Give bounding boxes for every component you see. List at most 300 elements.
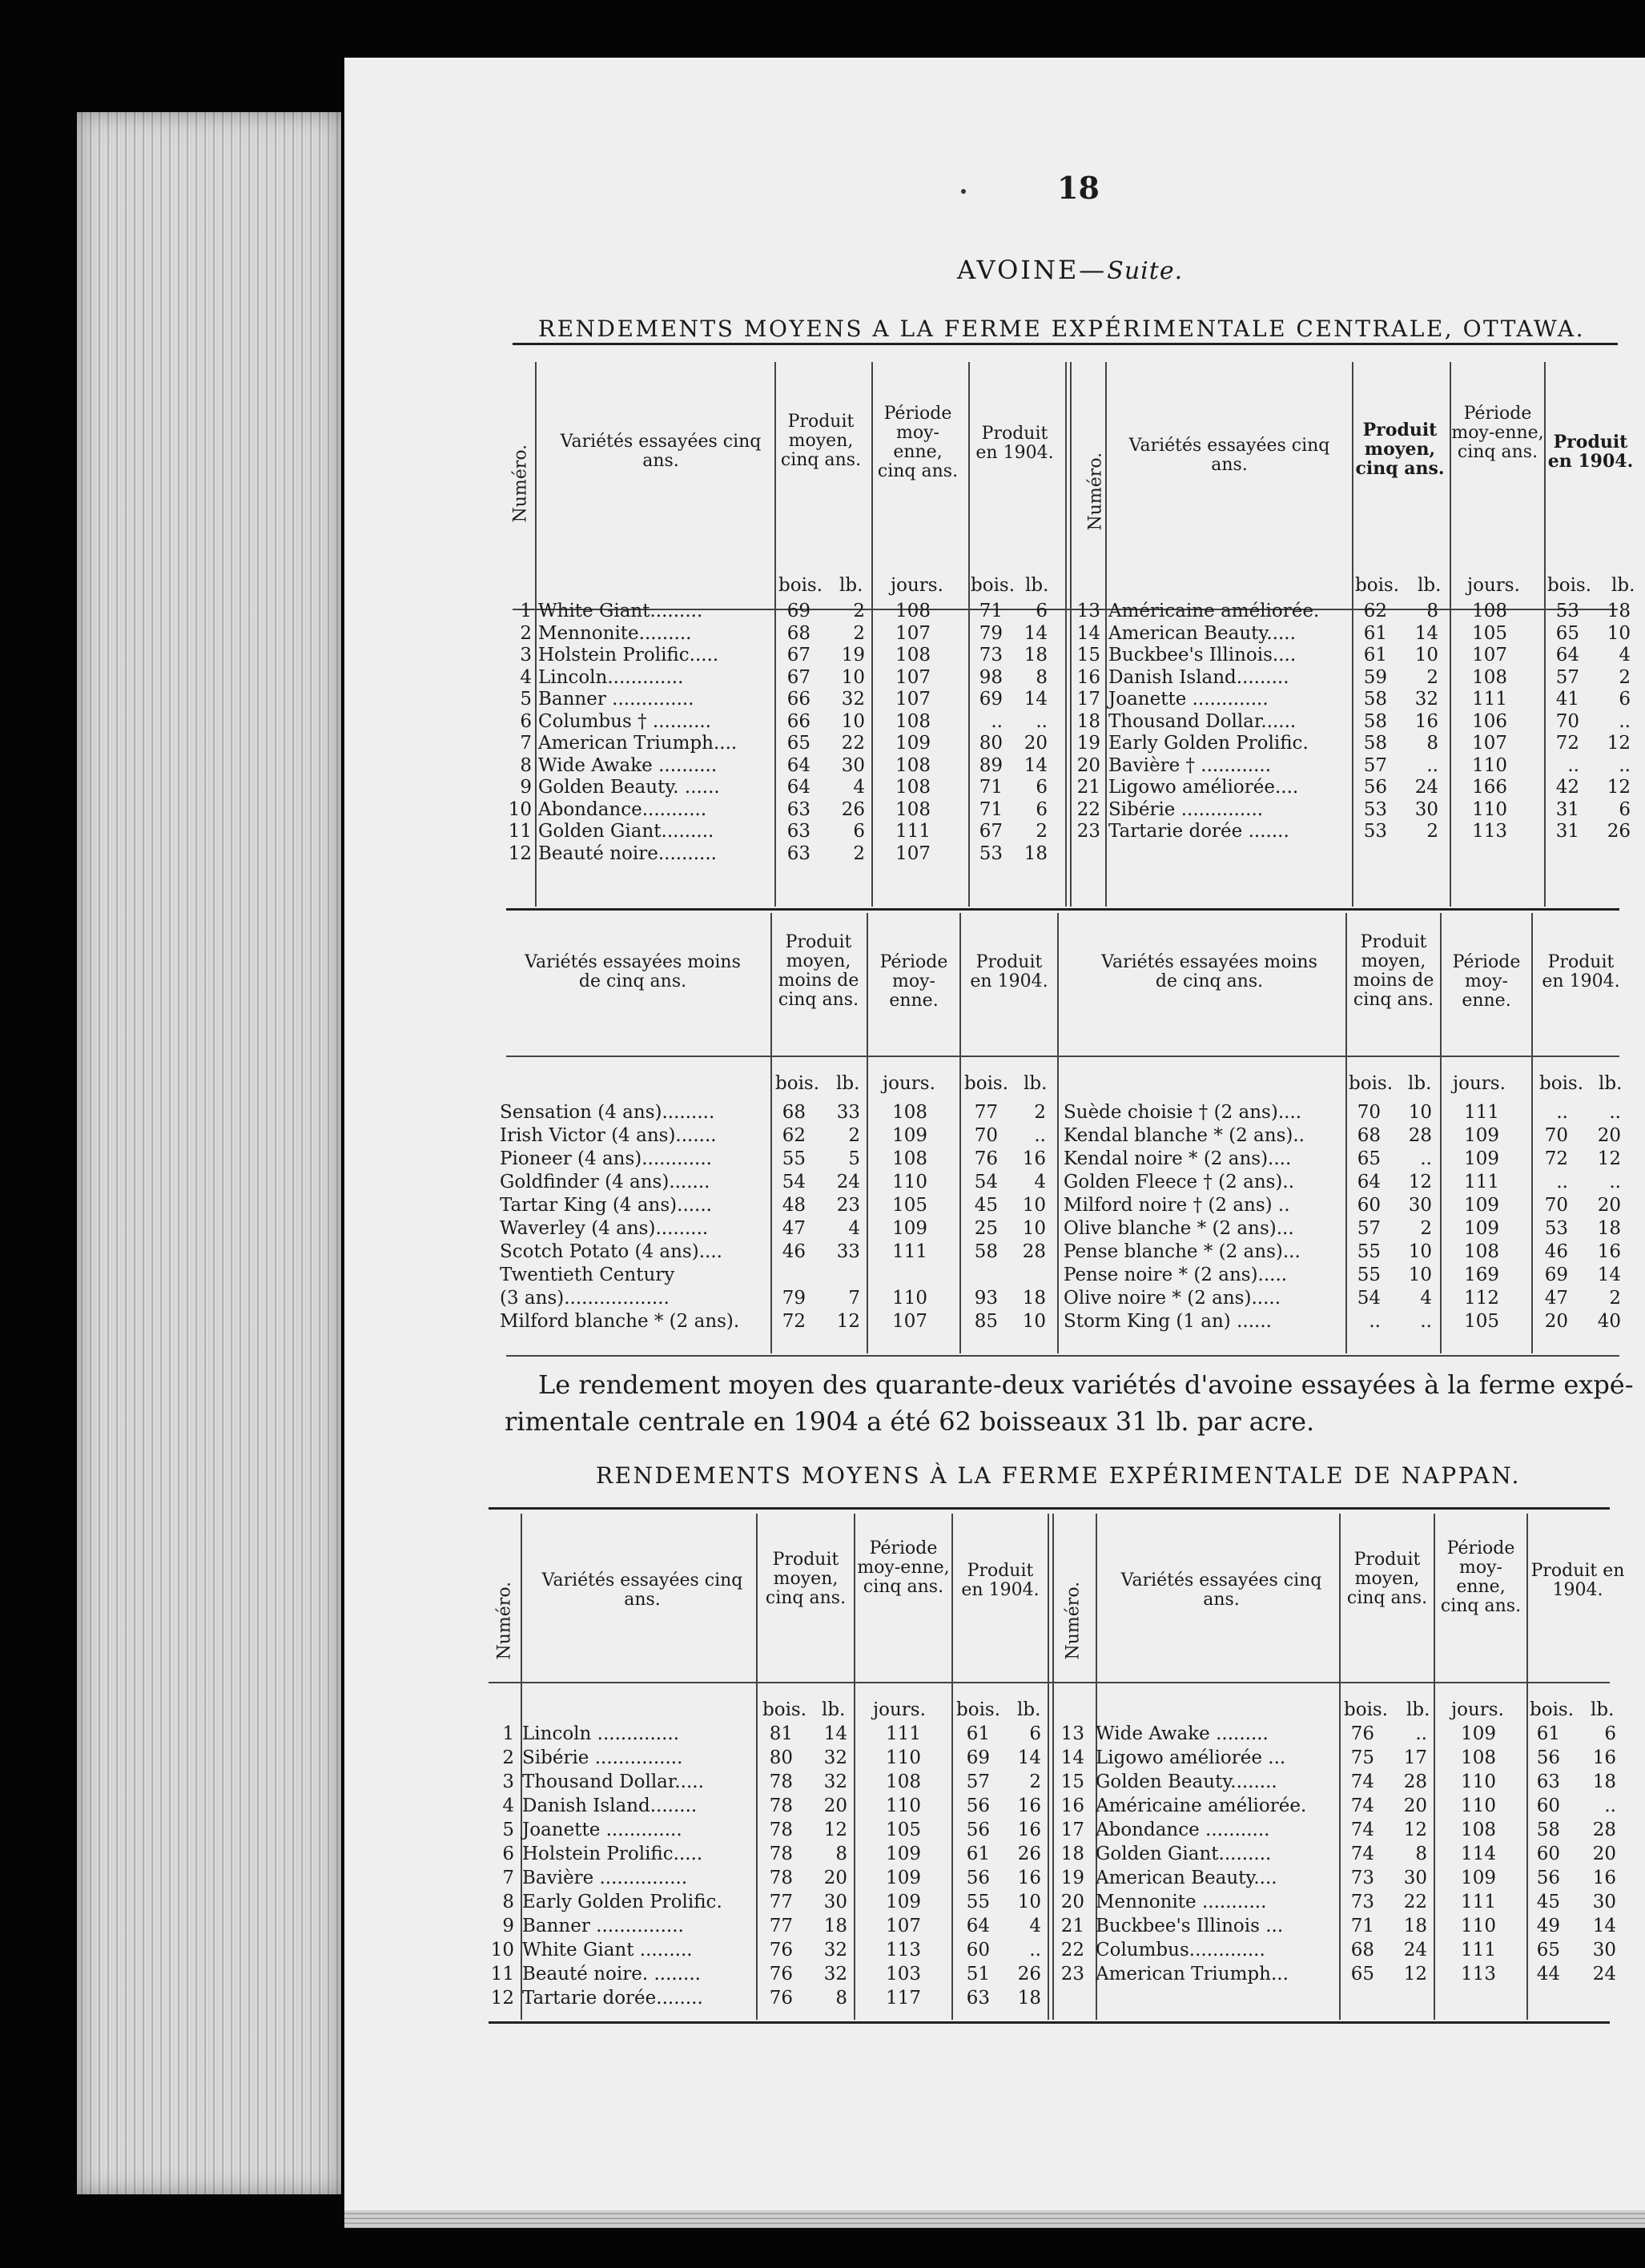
col-rule xyxy=(1339,1514,1341,2020)
row-number: 12 xyxy=(508,842,532,864)
yield-pounds: 10 xyxy=(1408,1265,1432,1285)
yield-1904-bushels: 31 xyxy=(1555,798,1579,820)
variety-name: Golden Giant......... xyxy=(1096,1844,1272,1864)
unit-bois: bois. xyxy=(1349,1073,1394,1094)
yield-1904-bushels: 93 xyxy=(974,1288,998,1309)
period-days: 109 xyxy=(1464,1218,1499,1239)
yield-1904-pounds: 2 xyxy=(1034,1102,1046,1123)
row-number: 22 xyxy=(1060,1940,1084,1960)
unit-lb: lb. xyxy=(1599,1073,1623,1094)
yield-1904-bushels: 61 xyxy=(966,1723,990,1744)
yield-pounds: 2 xyxy=(1426,821,1438,842)
yield-bushels: 67 xyxy=(786,645,810,666)
period-days: 107 xyxy=(892,1311,927,1332)
variety-name: Pense noire * (2 ans)..... xyxy=(1064,1265,1288,1285)
yield-1904-bushels: 25 xyxy=(974,1218,998,1239)
yield-1904-bushels: 67 xyxy=(979,821,1003,842)
period-days: 107 xyxy=(886,1916,921,1936)
yield-pounds: 30 xyxy=(841,754,865,776)
row-number: 10 xyxy=(490,1940,514,1960)
period-days: 110 xyxy=(1461,1796,1496,1816)
variety-name: Olive blanche * (2 ans)... xyxy=(1064,1218,1294,1239)
yield-1904-pounds: 6 xyxy=(1619,798,1631,820)
period-days: 108 xyxy=(895,710,931,732)
variety-name: Abondance........... xyxy=(538,798,707,820)
yield-1904-bushels: 71 xyxy=(979,777,1003,798)
period-days: 109 xyxy=(886,1892,921,1912)
variety-name: American Beauty..... xyxy=(1108,622,1296,644)
variety-name: Sibérie .............. xyxy=(1108,798,1264,820)
variety-name: Tartar King (4 ans)...... xyxy=(500,1195,712,1216)
yield-bushels: 76 xyxy=(769,1988,793,2009)
period-days: 111 xyxy=(1464,1102,1499,1123)
yield-bushels: 74 xyxy=(1350,1796,1374,1816)
yield-1904-bushels: .. xyxy=(1556,1172,1568,1192)
unit-bois: bois. xyxy=(1547,575,1592,596)
header-numero: Numéro. xyxy=(1085,452,1106,531)
period-days: 108 xyxy=(892,1148,927,1169)
yield-1904-pounds: 10 xyxy=(1022,1218,1046,1239)
row-number: 13 xyxy=(1076,601,1100,621)
row-number: 14 xyxy=(1060,1747,1084,1768)
yield-1904-bushels: 71 xyxy=(979,798,1003,820)
yield-1904-bushels: 60 xyxy=(1536,1796,1560,1816)
yield-1904-bushels: 98 xyxy=(979,666,1003,688)
yield-1904-pounds: 14 xyxy=(1597,1265,1621,1285)
unit-lb: lb. xyxy=(1408,1073,1432,1094)
yield-bushels: 76 xyxy=(1350,1723,1374,1744)
yield-bushels: 63 xyxy=(786,821,810,842)
header-produit-1904: Produit en 1904. xyxy=(975,424,1054,463)
yield-pounds: 20 xyxy=(823,1796,847,1816)
yield-pounds: 12 xyxy=(1403,1964,1427,1984)
row-number: 23 xyxy=(1076,821,1100,842)
yield-1904-bushels: 53 xyxy=(979,842,1003,864)
variety-name: Américaine améliorée. xyxy=(1108,601,1320,621)
yield-1904-pounds: 20 xyxy=(1597,1125,1621,1146)
variety-name: Golden Fleece † (2 ans).. xyxy=(1064,1172,1295,1192)
yield-bushels: 69 xyxy=(786,601,810,621)
row-number: 15 xyxy=(1076,645,1100,666)
yield-bushels: 62 xyxy=(782,1125,806,1146)
period-days: 103 xyxy=(886,1964,921,1984)
header-produit-moyen-moins: Produit moyen, moins de cinq ans. xyxy=(1353,932,1434,1010)
yield-1904-bushels: 53 xyxy=(1544,1218,1568,1239)
yield-1904-pounds: 18 xyxy=(1017,1988,1041,2009)
variety-name: Banner .............. xyxy=(538,689,694,710)
row-number: 18 xyxy=(1060,1844,1084,1864)
header-varietes: Variétés essayées cinq ans. xyxy=(1128,436,1330,475)
row-number: 5 xyxy=(520,689,532,710)
yield-bushels: 71 xyxy=(1350,1916,1374,1936)
yield-1904-bushels: 46 xyxy=(1544,1241,1568,1262)
unit-jours: jours. xyxy=(1467,575,1520,596)
header-varietes: Variétés essayées cinq ans. xyxy=(1120,1570,1322,1610)
period-days: 108 xyxy=(886,1771,921,1792)
yield-1904-pounds: 10 xyxy=(1022,1311,1046,1332)
yield-1904-bushels: 80 xyxy=(979,733,1003,754)
yield-bushels: 78 xyxy=(769,1796,793,1816)
header-periode: Période moy-enne, cinq ans. xyxy=(1440,1538,1522,1616)
yield-pounds: 30 xyxy=(1403,1868,1427,1888)
row-number: 7 xyxy=(520,733,532,754)
col-rule xyxy=(1048,1514,1049,2020)
period-days: 108 xyxy=(892,1102,927,1123)
yield-pounds: 22 xyxy=(841,733,865,754)
col-rule xyxy=(1065,362,1067,907)
yield-1904-pounds: 18 xyxy=(1024,645,1048,666)
yield-bushels: 54 xyxy=(1357,1288,1381,1309)
yield-pounds: 8 xyxy=(1426,601,1438,621)
unit-lb: lb. xyxy=(839,575,863,596)
header-periode: Période moy-enne, cinq ans. xyxy=(877,404,959,481)
variety-name: Irish Victor (4 ans)....... xyxy=(500,1125,717,1146)
yield-1904-pounds: .. xyxy=(1609,1172,1621,1192)
yield-bushels: 67 xyxy=(786,666,810,688)
period-days: 109 xyxy=(1464,1148,1499,1169)
yield-bushels: 66 xyxy=(786,710,810,732)
yield-1904-pounds: 26 xyxy=(1607,821,1631,842)
yield-pounds: 32 xyxy=(1414,689,1438,710)
yield-bushels: 68 xyxy=(1350,1940,1374,1960)
yield-bushels: 72 xyxy=(782,1311,806,1332)
yield-pounds: 24 xyxy=(1414,777,1438,798)
header-varietes-moins: Variétés essayées moins de cinq ans. xyxy=(1101,952,1317,991)
header-rule xyxy=(506,1056,1619,1057)
period-days: 108 xyxy=(1472,666,1507,688)
yield-1904-bushels: 31 xyxy=(1555,821,1579,842)
period-days: 110 xyxy=(892,1172,927,1192)
yield-1904-bushels: 65 xyxy=(1536,1940,1560,1960)
row-number: 13 xyxy=(1060,1723,1084,1744)
period-days: 105 xyxy=(1472,622,1507,644)
variety-name: Kendal noire * (2 ans).... xyxy=(1064,1148,1292,1169)
row-number: 16 xyxy=(1076,666,1100,688)
yield-1904-pounds: 6 xyxy=(1036,601,1048,621)
period-days: 111 xyxy=(1464,1172,1499,1192)
yield-1904-pounds: 28 xyxy=(1592,1820,1616,1840)
yield-1904-pounds: 18 xyxy=(1597,1218,1621,1239)
yield-1904-pounds: 16 xyxy=(1592,1868,1616,1888)
yield-pounds: 12 xyxy=(1403,1820,1427,1840)
period-days: 108 xyxy=(895,777,931,798)
yield-bushels: 68 xyxy=(1357,1125,1381,1146)
row-number: 4 xyxy=(502,1796,514,1816)
yield-bushels: 70 xyxy=(1357,1102,1381,1123)
row-number: 18 xyxy=(1076,710,1100,732)
yield-bushels: 58 xyxy=(1363,733,1387,754)
yield-bushels: 53 xyxy=(1363,798,1387,820)
yield-1904-bushels: 71 xyxy=(979,601,1003,621)
variety-name: Mennonite ........... xyxy=(1096,1892,1267,1912)
yield-bushels: 73 xyxy=(1350,1868,1374,1888)
row-number: 19 xyxy=(1060,1868,1084,1888)
yield-pounds: .. xyxy=(1420,1311,1432,1332)
yield-pounds: 18 xyxy=(823,1916,847,1936)
yield-bushels: 74 xyxy=(1350,1820,1374,1840)
header-varietes-moins: Variétés essayées moins de cinq ans. xyxy=(525,952,741,991)
variety-name: Sensation (4 ans)......... xyxy=(500,1102,715,1123)
unit-lb: lb. xyxy=(1406,1699,1430,1720)
yield-pounds: 32 xyxy=(823,1747,847,1768)
yield-1904-bushels: 64 xyxy=(1555,645,1579,666)
yield-bushels: 58 xyxy=(1363,710,1387,732)
yield-1904-bushels: 72 xyxy=(1544,1148,1568,1169)
yield-bushels: 46 xyxy=(782,1241,806,1262)
yield-1904-bushels: 56 xyxy=(966,1820,990,1840)
variety-name: Golden Beauty. ...... xyxy=(538,777,720,798)
page-bottom-edges xyxy=(344,2210,1645,2228)
variety-name: Holstein Prolific..... xyxy=(538,645,719,666)
yield-pounds: 10 xyxy=(1408,1241,1432,1262)
period-days: 108 xyxy=(1461,1747,1496,1768)
yield-1904-pounds: 10 xyxy=(1017,1892,1041,1912)
yield-1904-pounds: 14 xyxy=(1024,622,1048,644)
period-days: 113 xyxy=(1461,1964,1496,1984)
period-days: 117 xyxy=(886,1988,921,2009)
yield-bushels: 81 xyxy=(769,1723,793,1744)
col-rule xyxy=(1440,913,1442,1353)
period-days: 169 xyxy=(1464,1265,1499,1285)
yield-bushels: 78 xyxy=(769,1771,793,1792)
yield-bushels: 47 xyxy=(782,1218,806,1239)
yield-bushels: 55 xyxy=(1357,1241,1381,1262)
yield-pounds: 2 xyxy=(853,622,865,644)
variety-name: Buckbee's Illinois ... xyxy=(1096,1916,1284,1936)
header-produit-moyen: Produit moyen, cinq ans. xyxy=(765,1550,847,1608)
yield-1904-pounds: 2 xyxy=(1619,666,1631,688)
yield-pounds: 24 xyxy=(836,1172,860,1192)
yield-pounds: 4 xyxy=(1420,1288,1432,1309)
period-days: 166 xyxy=(1472,777,1507,798)
col-rule xyxy=(854,1514,855,2020)
header-produit-1904: Produit en 1904. xyxy=(961,1561,1040,1600)
yield-bushels: 64 xyxy=(786,777,810,798)
yield-pounds: 5 xyxy=(848,1148,860,1169)
col-rule xyxy=(951,1514,953,2020)
unit-bois: bois. xyxy=(1344,1699,1389,1720)
yield-pounds: 24 xyxy=(1403,1940,1427,1960)
yield-pounds: 30 xyxy=(1408,1195,1432,1216)
unit-bois: bois. xyxy=(1355,575,1400,596)
yield-pounds: 20 xyxy=(1403,1796,1427,1816)
yield-1904-pounds: 8 xyxy=(1036,666,1048,688)
variety-name: Bavière ............... xyxy=(522,1868,688,1888)
col-rule xyxy=(774,362,776,907)
yield-pounds: 16 xyxy=(1414,710,1438,732)
yield-1904-pounds: 6 xyxy=(1619,689,1631,710)
yield-pounds: 18 xyxy=(1403,1916,1427,1936)
period-days: 107 xyxy=(1472,645,1507,666)
yield-bushels: 61 xyxy=(1363,645,1387,666)
row-number: 3 xyxy=(502,1771,514,1792)
period-days: 111 xyxy=(895,821,931,842)
yield-1904-bushels: .. xyxy=(991,710,1003,732)
period-days: 107 xyxy=(895,622,931,644)
unit-jours: jours. xyxy=(1453,1073,1506,1094)
yield-1904-pounds: 40 xyxy=(1597,1311,1621,1332)
yield-1904-pounds: 16 xyxy=(1017,1820,1041,1840)
header-numero: Numéro. xyxy=(510,444,531,523)
yield-1904-bushels: 85 xyxy=(974,1311,998,1332)
col-rule xyxy=(968,362,970,907)
yield-1904-pounds: .. xyxy=(1034,1125,1046,1146)
yield-1904-pounds: .. xyxy=(1604,1796,1616,1816)
yield-pounds: 14 xyxy=(1414,622,1438,644)
row-number: 15 xyxy=(1060,1771,1084,1792)
unit-lb: lb. xyxy=(1024,1073,1048,1094)
yield-pounds: 6 xyxy=(853,821,865,842)
yield-1904-bushels: 63 xyxy=(966,1988,990,2009)
yield-pounds: 10 xyxy=(1408,1102,1432,1123)
yield-1904-pounds: .. xyxy=(1619,710,1631,732)
yield-1904-pounds: 18 xyxy=(1607,601,1631,621)
yield-1904-bushels: 57 xyxy=(1555,666,1579,688)
variety-name: Golden Beauty........ xyxy=(1096,1771,1277,1792)
variety-name: Beauté noire.......... xyxy=(538,842,717,864)
yield-pounds: 4 xyxy=(853,777,865,798)
yield-bushels: 76 xyxy=(769,1964,793,1984)
yield-1904-bushels: 58 xyxy=(974,1241,998,1262)
yield-bushels: 62 xyxy=(1363,601,1387,621)
period-days: 111 xyxy=(886,1723,921,1744)
yield-1904-pounds: 10 xyxy=(1607,622,1631,644)
period-days: 109 xyxy=(892,1125,927,1146)
variety-name: Joanette ............. xyxy=(1108,689,1269,710)
row-number: 9 xyxy=(520,777,532,798)
summary-line-1: Le rendement moyen des quarante-deux variétés d'avoine essayées à la ferme expé- xyxy=(538,1369,1634,1400)
ottawa-heading: RENDEMENTS MOYENS A LA FERME EXPÉRIMENTALE CENTRALE, OTTAWA. xyxy=(538,316,1585,342)
variety-name: Pense blanche * (2 ans)... xyxy=(1064,1241,1301,1262)
variety-name: Américaine améliorée. xyxy=(1096,1796,1307,1816)
period-days: 109 xyxy=(886,1844,921,1864)
variety-name: Suède choisie † (2 ans).... xyxy=(1064,1102,1302,1123)
period-days: 109 xyxy=(895,733,931,754)
yield-1904-bushels: 42 xyxy=(1555,777,1579,798)
yield-1904-pounds: 14 xyxy=(1017,1747,1041,1768)
period-days: 111 xyxy=(1472,689,1507,710)
yield-1904-bushels: 70 xyxy=(1544,1125,1568,1146)
yield-1904-pounds: 10 xyxy=(1022,1195,1046,1216)
period-days: 110 xyxy=(886,1796,921,1816)
variety-name: Milford blanche * (2 ans). xyxy=(500,1311,740,1332)
yield-1904-pounds: 14 xyxy=(1024,754,1048,776)
variety-name: Joanette ............. xyxy=(522,1820,682,1840)
row-number: 14 xyxy=(1076,622,1100,644)
yield-1904-bushels: 61 xyxy=(966,1844,990,1864)
col-rule xyxy=(1052,1514,1054,2020)
yield-1904-pounds: 4 xyxy=(1619,645,1631,666)
variety-name: Thousand Dollar..... xyxy=(522,1771,704,1792)
yield-pounds: .. xyxy=(1415,1723,1427,1744)
col-rule xyxy=(1057,913,1059,1353)
yield-pounds: 17 xyxy=(1403,1747,1427,1768)
yield-1904-pounds: 14 xyxy=(1024,689,1048,710)
period-days: 112 xyxy=(1464,1288,1499,1309)
yield-1904-bushels: 65 xyxy=(1555,622,1579,644)
yield-bushels: 63 xyxy=(786,842,810,864)
variety-name: American Triumph.... xyxy=(538,733,738,754)
unit-bois: bois. xyxy=(1539,1073,1584,1094)
variety-name: Early Golden Prolific. xyxy=(1108,733,1309,754)
period-days: 110 xyxy=(1461,1771,1496,1792)
yield-bushels: 66 xyxy=(786,689,810,710)
yield-1904-bushels: .. xyxy=(1556,1102,1568,1123)
row-number: 8 xyxy=(502,1892,514,1912)
period-days: 108 xyxy=(895,754,931,776)
variety-name: Lincoln............. xyxy=(538,666,684,688)
period-days: 110 xyxy=(892,1288,927,1309)
yield-1904-bushels: 60 xyxy=(1536,1844,1560,1864)
yield-1904-bushels: 56 xyxy=(966,1868,990,1888)
yield-bushels: 78 xyxy=(769,1868,793,1888)
unit-bois: bois. xyxy=(964,1073,1009,1094)
yield-bushels: 74 xyxy=(1350,1844,1374,1864)
row-number: 21 xyxy=(1076,777,1100,798)
yield-bushels: 78 xyxy=(769,1820,793,1840)
unit-bois: bois. xyxy=(778,575,823,596)
yield-bushels: 55 xyxy=(782,1148,806,1169)
unit-jours: jours. xyxy=(883,1073,935,1094)
yield-1904-bushels: 49 xyxy=(1536,1916,1560,1936)
period-days: 107 xyxy=(895,842,931,864)
row-number: 9 xyxy=(502,1916,514,1936)
col-rule xyxy=(1345,913,1347,1353)
header-periode-moins: Période moy-enne. xyxy=(1452,952,1521,1011)
variety-name: (3 ans).................. xyxy=(500,1288,670,1309)
yield-1904-pounds: 18 xyxy=(1592,1771,1616,1792)
row-number: 20 xyxy=(1060,1892,1084,1912)
yield-bushels: 61 xyxy=(1363,622,1387,644)
yield-1904-pounds: 4 xyxy=(1029,1916,1041,1936)
variety-name: Waverley (4 ans)......... xyxy=(500,1218,709,1239)
yield-pounds: 8 xyxy=(835,1988,847,2009)
yield-1904-bushels: 54 xyxy=(974,1172,998,1192)
variety-name: Sibérie ............... xyxy=(522,1747,683,1768)
yield-bushels: 64 xyxy=(1357,1172,1381,1192)
yield-1904-bushels: 64 xyxy=(966,1916,990,1936)
variety-name: Tartarie dorée........ xyxy=(522,1988,703,2009)
yield-pounds: 30 xyxy=(1414,798,1438,820)
yield-1904-bushels: 57 xyxy=(966,1771,990,1792)
yield-1904-pounds: 6 xyxy=(1036,798,1048,820)
row-number: 1 xyxy=(502,1723,514,1744)
yield-1904-bushels: 61 xyxy=(1536,1723,1560,1744)
col-rule xyxy=(867,913,868,1353)
row-number: 2 xyxy=(502,1747,514,1768)
unit-bois: bois. xyxy=(956,1699,1001,1720)
yield-bushels: 58 xyxy=(1363,689,1387,710)
yield-pounds: 32 xyxy=(823,1771,847,1792)
yield-1904-bushels: 56 xyxy=(1536,1868,1560,1888)
yield-pounds: 32 xyxy=(823,1940,847,1960)
period-days: 109 xyxy=(892,1218,927,1239)
yield-1904-pounds: 26 xyxy=(1017,1964,1041,1984)
yield-pounds: 10 xyxy=(1414,645,1438,666)
header-produit-1904: Produit en 1904. xyxy=(1530,1561,1625,1600)
unit-bois: bois. xyxy=(971,575,1016,596)
header-rule xyxy=(489,1682,1610,1683)
variety-name: Mennonite......... xyxy=(538,622,692,644)
row-number: 11 xyxy=(490,1964,514,1984)
variety-name: Storm King (1 an) ...... xyxy=(1064,1311,1272,1332)
yield-bushels: 68 xyxy=(786,622,810,644)
variety-name: Wide Awake .......... xyxy=(538,754,718,776)
yield-1904-pounds: 2 xyxy=(1036,821,1048,842)
period-days: 105 xyxy=(892,1195,927,1216)
col-rule xyxy=(1105,362,1107,907)
yield-bushels: 59 xyxy=(1363,666,1387,688)
